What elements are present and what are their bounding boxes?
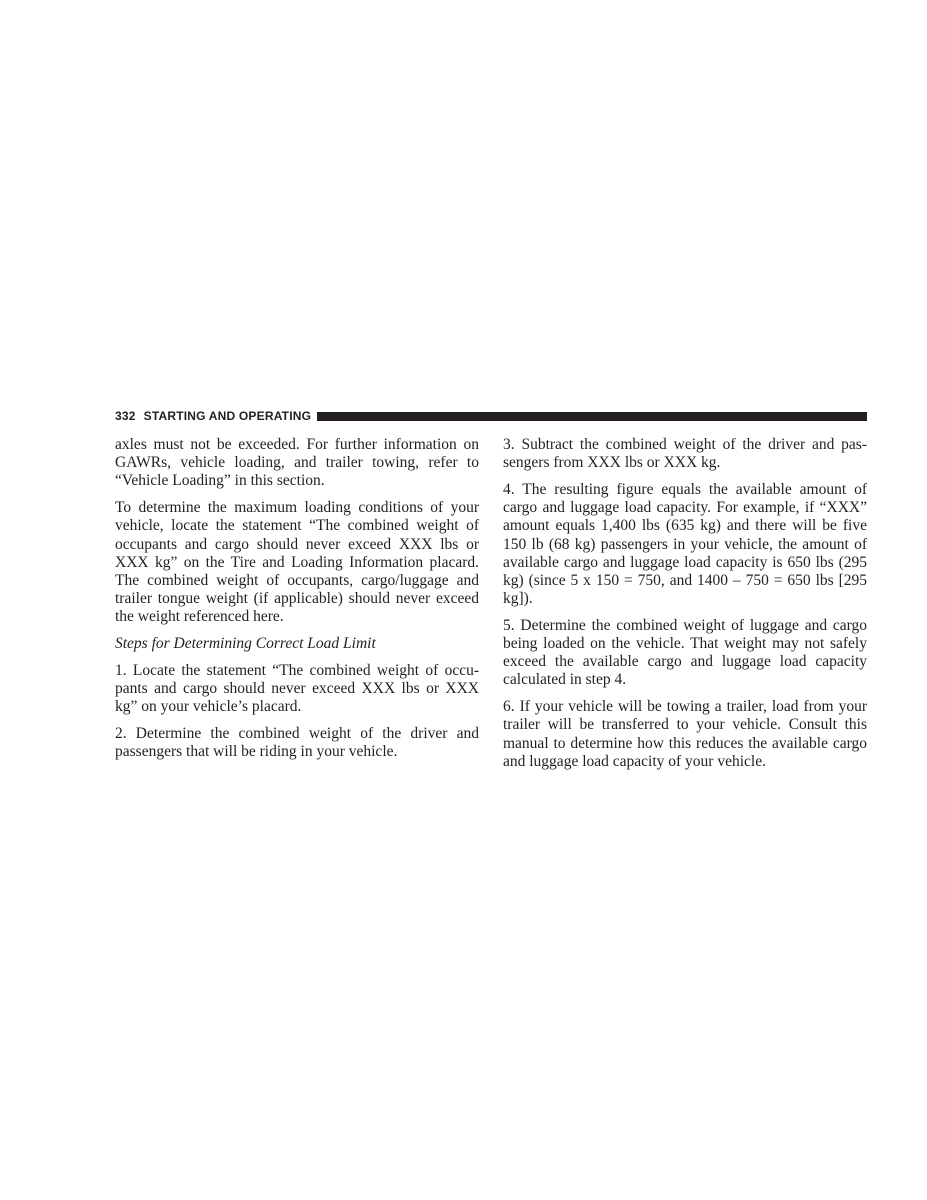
step-3: 3. Subtract the combined weight of the driver and passengers from XXX lbs or XXX kg.	[503, 436, 867, 472]
step-2: 2. Determine the combined weight of the driver and passengers that will be riding in your vehicle.	[115, 724, 479, 761]
right-column	[503, 436, 867, 779]
step-6: 6. If your vehicle will be towing a trailer, load from your trailer will be transferred to your vehicle. Consult this manual to determine how this reduces the available cargo and luggage load capacity of your vehicle.	[503, 698, 867, 770]
section-title: STARTING AND OPERATING	[143, 409, 312, 423]
page-number: 332	[115, 409, 136, 423]
step-1: 1. Locate the statement “The combined weight of occupants and cargo should never exceed XXX lbs or XXX kg” on your vehicle’s placard.	[115, 661, 479, 716]
paragraph-max-loading: To determine the maximum loading conditions of your vehicle, locate the statement “The combined weight of occupants and cargo should never exceed XXX lbs or XXX kg” on the Tire and Loading Information placard. The combined weight of occupants, cargo/luggage and trailer tongue weight (if applicable) should never exceed the weight referenced here.	[115, 499, 479, 626]
left-column	[115, 436, 479, 770]
subheading-steps: Steps for Determining Correct Load Limit	[115, 635, 376, 653]
step-4: 4. The resulting figure equals the available amount of cargo and luggage load capacity. For example, if “XXX” amount equals 1,400 lbs (635 kg) and there will be five 150 lb (68 kg) passengers in your vehicle, the amount of available cargo and luggage load capacity is 650 lbs (295 kg) (since 5 x 150 = 750, and 1400 – 750 = 650 lbs [295 kg]).	[503, 480, 867, 608]
step-5: 5. Determine the combined weight of luggage and cargo being loaded on the vehicle. That weight may not safely exceed the available cargo and luggage load capacity calculated in step 4.	[503, 616, 867, 689]
page-header	[115, 408, 867, 424]
header-rule	[317, 412, 867, 421]
paragraph-axles: axles must not be exceeded. For further information on GAWRs, vehicle loading, and trailer towing, refer to “Vehicle Loading” in this section.	[115, 436, 479, 490]
